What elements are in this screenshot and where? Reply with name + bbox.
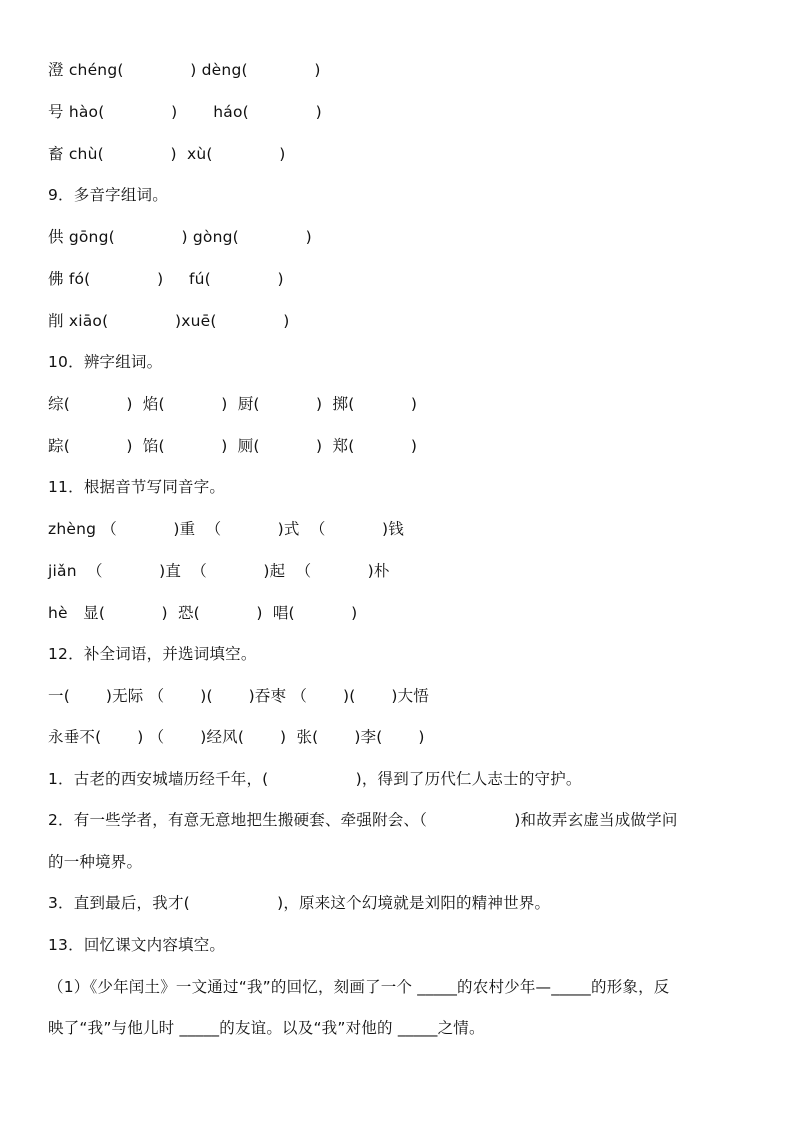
recall-item-1-cont: 映了“我”与他儿时 _____的友谊。以及“我”对他的 _____之情。 (48, 1019, 485, 1037)
question-10-heading: 10．辨字组词。 (48, 353, 163, 371)
fill-sentence-1: 1．古老的西安城墙历经千年，( )，得到了历代仁人志士的守护。 (48, 770, 582, 788)
question-13-heading: 13．回忆课文内容填空。 (48, 936, 226, 954)
recall-item-1: （1）《少年闰土》一文通过“我”的回忆，刻画了一个 _____的农村少年—_____的形象，反 (48, 978, 670, 996)
pinyin-line-xiao: 削 xiāo( )xuē( ) (48, 312, 290, 330)
question-11-heading: 11．根据音节写同音字。 (48, 478, 226, 496)
pinyin-line-cheng: 澄 chéng( ) dèng( ) (48, 61, 321, 79)
homophone-jian: jiǎn （ )直 （ )起 （ )朴 (48, 562, 390, 580)
homophone-zheng: zhèng （ )重 （ )式 （ )钱 (48, 520, 404, 538)
pinyin-line-chu: 畜 chù( ) xù( ) (48, 145, 286, 163)
pinyin-line-gong: 供 gōng( ) gòng( ) (48, 228, 312, 246)
pinyin-line-hao: 号 hào( ) háo( ) (48, 103, 322, 121)
char-line-2: 踪( ) 馅( ) 厕( ) 郑( ) (48, 437, 418, 455)
question-12-heading: 12．补全词语，并选词填空。 (48, 645, 257, 663)
char-line-1: 综( ) 焰( ) 厨( ) 掷( ) (48, 395, 418, 413)
homophone-he: hè 显( ) 恐( ) 唱( ) (48, 604, 358, 622)
fill-sentence-2-cont: 的一种境界。 (48, 853, 143, 871)
idiom-line-2: 永垂不( ) （ )经风( ) 张( )李( ) (48, 728, 425, 746)
fill-sentence-2: 2．有一些学者，有意无意地把生搬硬套、牵强附会、（ )和故弄玄虚当成做学问 (48, 811, 678, 829)
fill-sentence-3: 3．直到最后，我才( )，原来这个幻境就是刘阳的精神世界。 (48, 894, 551, 912)
pinyin-line-fo: 佛 fó( ) fú( ) (48, 270, 284, 288)
idiom-line-1: 一( )无际 （ )( )吞枣 （ )( )大悟 (48, 687, 429, 705)
question-9-heading: 9．多音字组词。 (48, 186, 168, 204)
